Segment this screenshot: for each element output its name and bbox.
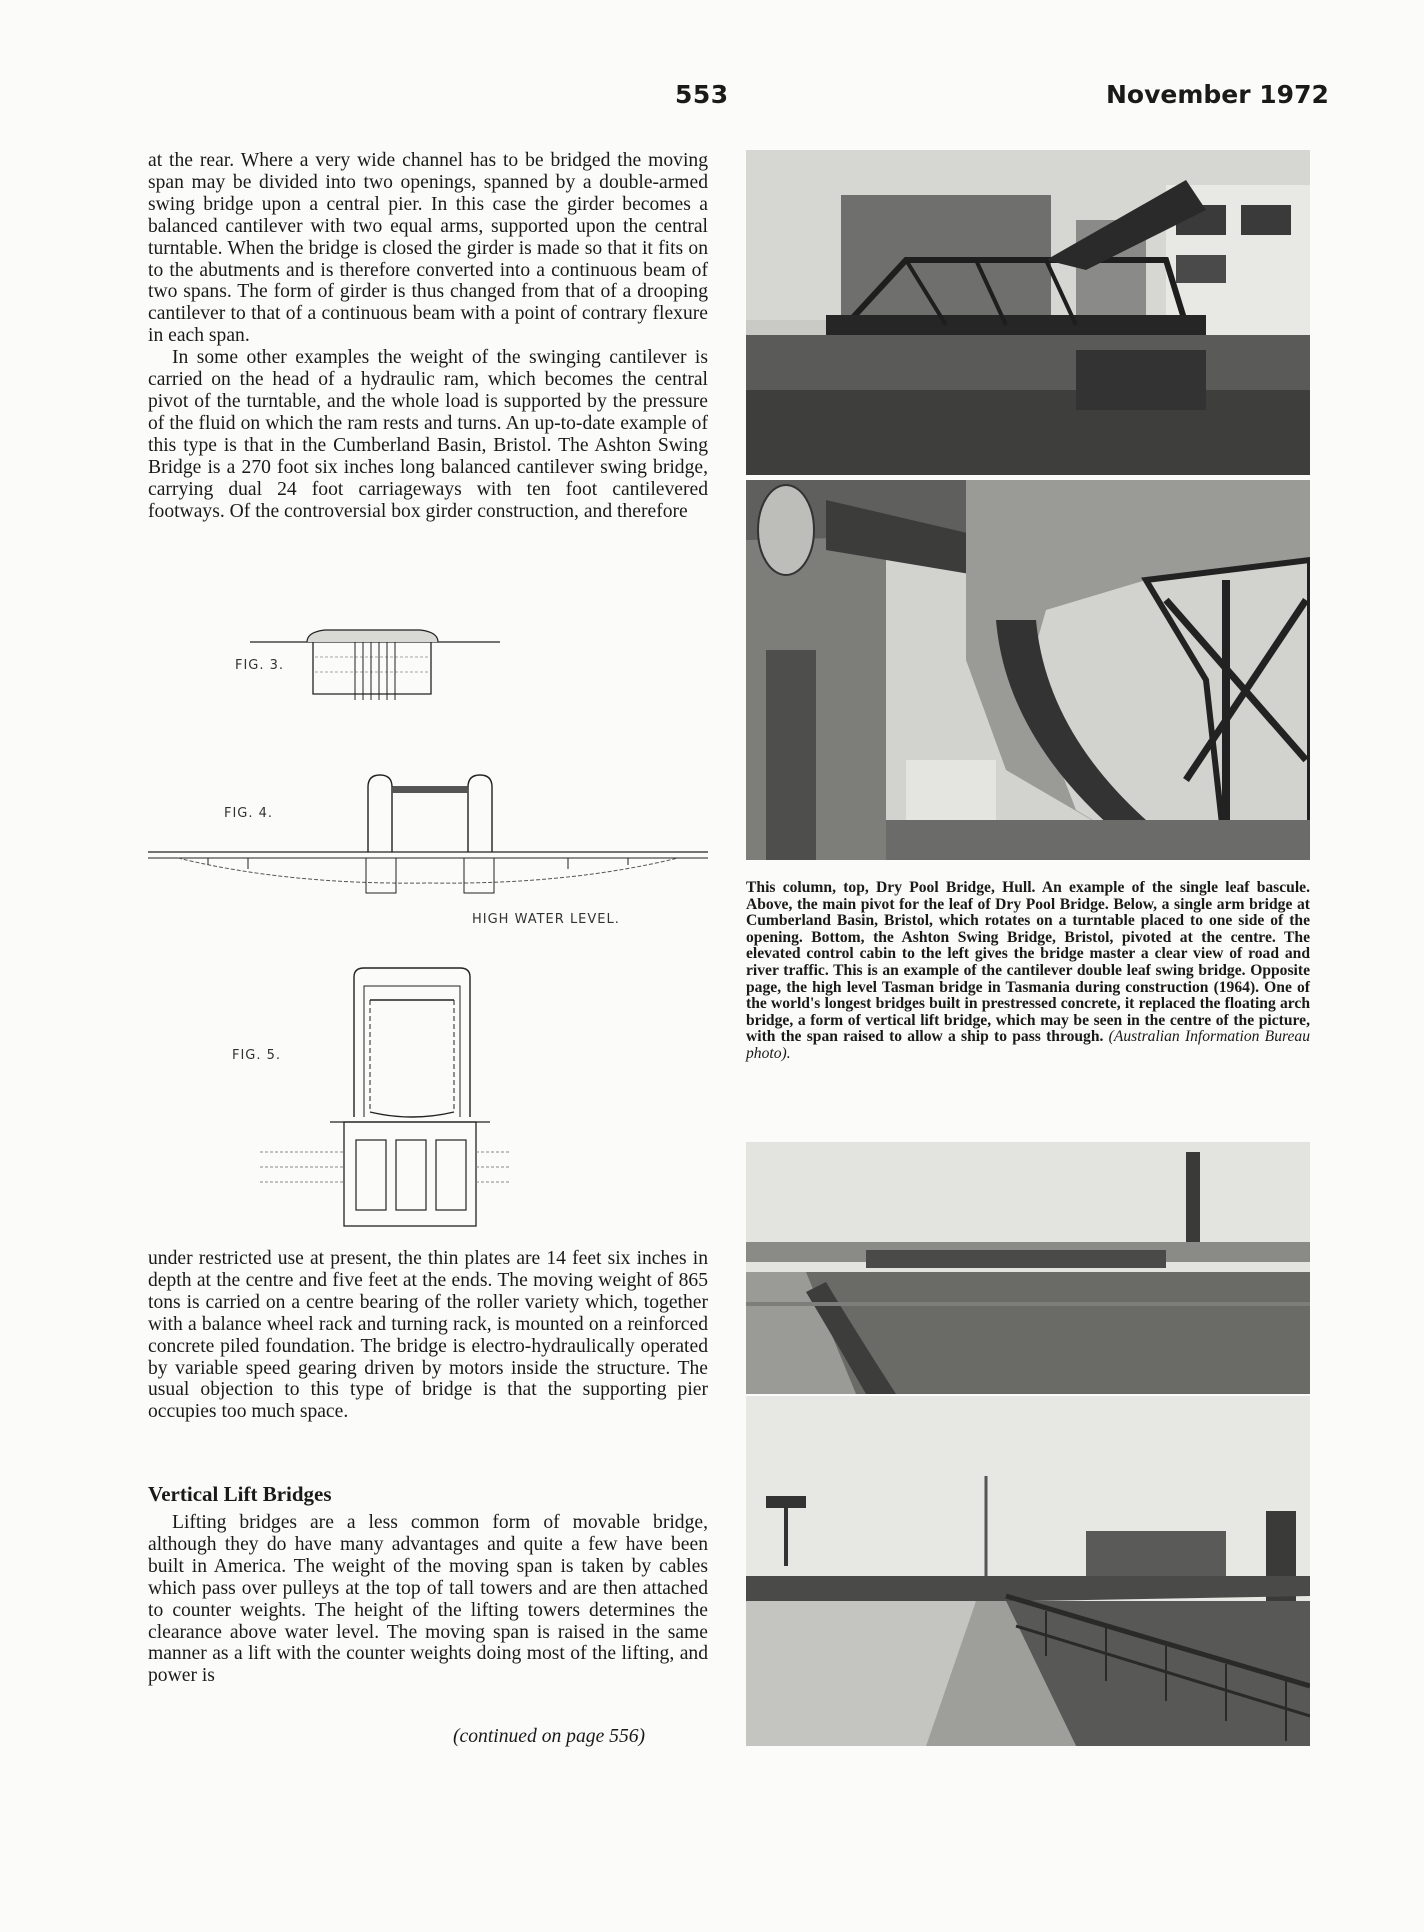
caption-text: This column, top, Dry Pool Bridge, Hull. An example of the single leaf bascule. Above, the main pivot for the leaf of Dry Pool Bridge. Below, a single arm bridge at Cumberland Basin, Bristol, which rotates on a turntable placed to one side of the opening. Bottom, the Ashton Swing Bridge, Bristol, pivoted at the centre. The elevated control cabin to the left gives the bridge master a clear view of road and river traffic. This is an example of the cantilever double leaf swing bridge. Opposite page, the high level Tasman bridge in Tasmania during construction (1964). One of the world's longest bridges built in prestressed concrete, it replaced the floating arch bridge, a form of vertical lift bridge, which may be seen in the centre of the picture, with the span raised to allow a ship to pass through. xyxy=(746,879,1310,1046)
article-text-last xyxy=(148,1512,708,1687)
section-heading: Vertical Lift Bridges xyxy=(148,1482,332,1506)
fig-5-label: FIG. 5. xyxy=(232,1048,282,1063)
photo-caption xyxy=(746,880,1310,1063)
photo-main-pivot xyxy=(746,480,1310,860)
figure-4 xyxy=(148,765,708,895)
article-text-bottom xyxy=(148,1248,708,1423)
paragraph-1: at the rear. Where a very wide channel has to be bridged the moving span may be divided into two openings, spanned by a double-armed swing bridge upon a central pier. In this case the girder becomes a balanced cantilever with two equal arms, supported upon the central turntable. When the bridge is closed the girder is made so that it fits on to the abutments and is therefore converted into a continuous beam of two spans. The form of girder is thus changed from that of a drooping cantilever to that of a continuous beam with a point of contrary flexure in each span. xyxy=(148,150,708,347)
fig-4-label: FIG. 4. xyxy=(224,806,274,821)
paragraph-3: under restricted use at present, the thin plates are 14 feet six inches in depth at the centre and five feet at the ends. The moving weight of 865 tons is carried on a centre bearing of the roller variety which, together with a balance wheel rack and turning rack, is mounted on a reinforced concrete piled foundation. The bridge is electro-hydraulically operated by variable speed gearing driven by motors inside the structure. The usual objection to this type of bridge is that the supporting pier occupies too much space. xyxy=(148,1248,708,1423)
high-water-level-label: HIGH WATER LEVEL. xyxy=(472,912,620,927)
article-text-top xyxy=(148,150,708,522)
continued-note: (continued on page 556) xyxy=(453,1726,646,1747)
photo-cumberland-basin xyxy=(746,1142,1310,1394)
photo-credit: (Australian Information Bureau photo). xyxy=(746,1028,1310,1062)
fig-3-label: FIG. 3. xyxy=(235,658,285,673)
photo-ashton-swing-bridge xyxy=(746,1396,1310,1746)
paragraph-2: In some other examples the weight of the swinging cantilever is carried on the head of a hydraulic ram, which becomes the central pivot of the turntable, and the whole load is supported by the pressure of the fluid on which the ram rests and turns. An up-to-date example of this type is that in the Cumberland Basin, Bristol. The Ashton Swing Bridge is a 270 foot six inches long balanced cantilever swing bridge, carrying dual 24 foot carriageways with ten foot cantilevered footways. Of the controversial box girder construction, and therefore xyxy=(148,347,708,522)
photo-dry-pool-bridge xyxy=(746,150,1310,475)
page-number: 553 xyxy=(675,80,729,109)
figure-5 xyxy=(260,962,510,1237)
paragraph-4: Lifting bridges are a less common form of movable bridge, although they do have many advantages and quite a few have been built in America. The weight of the moving span is taken by cables which pass over pulleys at the top of tall towers and are then attached to counter weights. The height of the lifting towers determines the clearance above water level. The moving span is raised in the same manner as a lift with the counter weights doing most of the lifting, and power is xyxy=(148,1512,708,1687)
issue-date: November 1972 xyxy=(1106,80,1329,109)
